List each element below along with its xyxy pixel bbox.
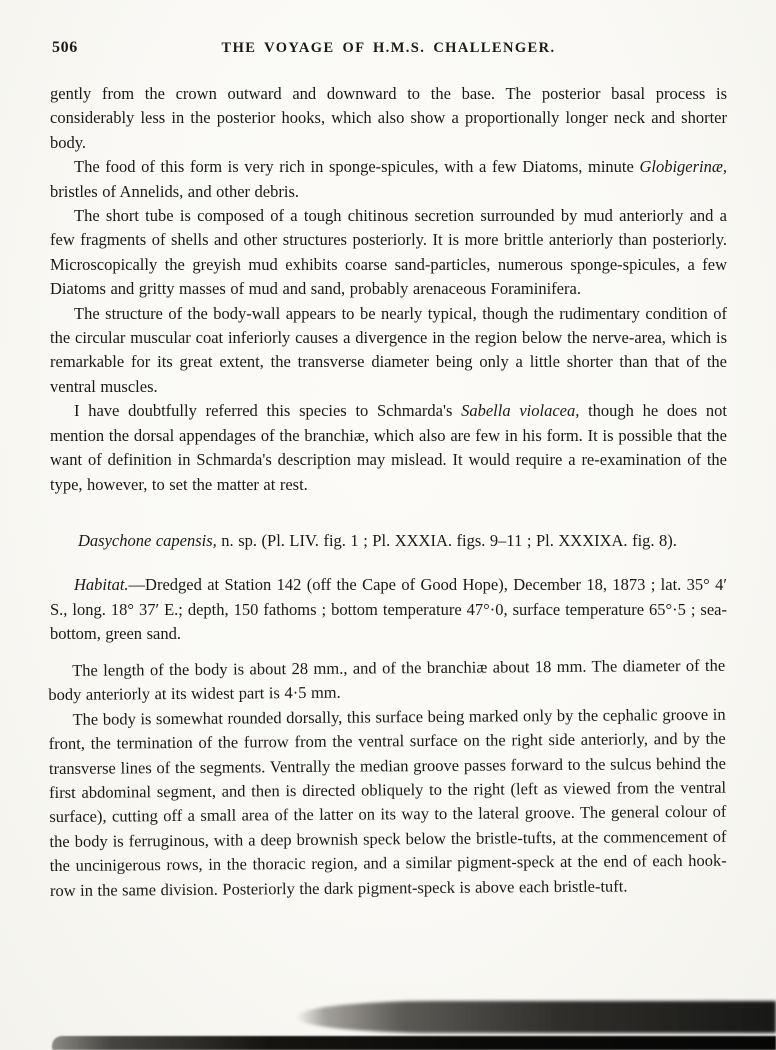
text-run: gently from the crown outward and downward to the base. The posterior basal process is considerably less in the posterior hooks, which also show a proportionally longer neck and shorter body. [50,84,727,152]
text-run: The short tube is composed of a tough chitinous secretion surrounded by mud anteriorly and a few fragments of shells and other structures posteriorly. It is more brittle anteriorly than posteriorly. Microscopically the greyish mud exhibits coarse sand-particles, numerous sponge-spicules, a few Diatoms and gritty masses of mud and sand, probably arenaceous Foraminifera. [50,206,727,299]
species-name-italic: Dasychone capensis, [78,530,217,550]
text-run: though he does not mention the dorsal appendages of the branchiæ, which also are few in his form. It is possible that the want of definition in Schmarda's description may mislead. It would require a re-examination of the type, however, to set the matter at rest. [50,401,727,494]
text-run: —Dredged at Station 142 (off the Cape of Good Hope), December 18, 1873 ; lat. 35° 4′ S., long. 18° 37′ E.; depth, 150 fathoms ; bottom temperature 47°·0, surface temperature 65°·5 ; sea-bottom, green sand. [50,575,727,644]
text-run: I have doubtfully referred this species to Schmarda's [74,401,462,421]
text-run: The structure of the body-wall appears to be nearly typical, though the rudimentary condition of the circular muscular coat inferiorly causes a divergence in the region below the nerve-area, which is remarkable for its great extent, the transverse diameter being only a little shorter than that of the ventral muscles. [50,303,727,396]
paragraph-measurements [48,653,725,707]
habitat-paragraph [50,573,727,646]
paragraph-body-wall [50,302,727,400]
text-run-italic: Globigerinæ, [639,157,727,177]
page-number: 506 [52,39,78,56]
scan-artifact-smudge [296,1001,776,1033]
species-heading [50,529,727,553]
scan-artifact-strip [52,1036,776,1050]
paragraph-food [50,155,727,204]
text-run: bristles of Annelids, and other debris. [50,181,300,201]
paragraph-crown-continuation [50,82,727,155]
text-run: The length of the body is about 28 mm., and of the branchiæ about 18 mm. The diameter of the body anteriorly at its widest part is 4·5 mm. [48,655,726,704]
text-run: The food of this form is very rich in sponge-spicules, with a few Diatoms, minute [74,157,640,177]
text-run-italic: Sabella violacea, [461,401,580,421]
paragraph-tube [50,204,727,302]
lower-text-block [48,653,727,902]
running-title: THE VOYAGE OF H.M.S. CHALLENGER. [221,40,556,56]
text-run: n. sp. (Pl. LIV. fig. 1 ; Pl. XXXIA. figs. 9–11 ; Pl. XXXIXA. fig. 8). [216,530,677,550]
habitat-label-italic: Habitat. [74,575,129,595]
page-header [50,38,727,58]
paragraph-body-description [48,702,727,903]
paragraph-schmarda [50,399,727,497]
text-run: The body is somewhat rounded dorsally, this surface being marked only by the cephalic groove in front, the termination of the furrow from the ventral surface on the right side anteriorly, and by the transverse lines of the segments. Ventrally the median groove passes forward to the sulcus behind the first abdominal segment, and then is directed obliquely to the right (left as viewed from the ventral surface), cutting off a small area of the latter on its way to the lateral groove. The general colour of the body is ferruginous, with a deep brownish speck below the bristle-tufts, at the commencement of the uncinigerous rows, in the thoracic region, and a similar pigment-speck at the end of each hook-row in the same division. Posteriorly the dark pigment-speck is above each bristle-tuft. [48,704,727,900]
